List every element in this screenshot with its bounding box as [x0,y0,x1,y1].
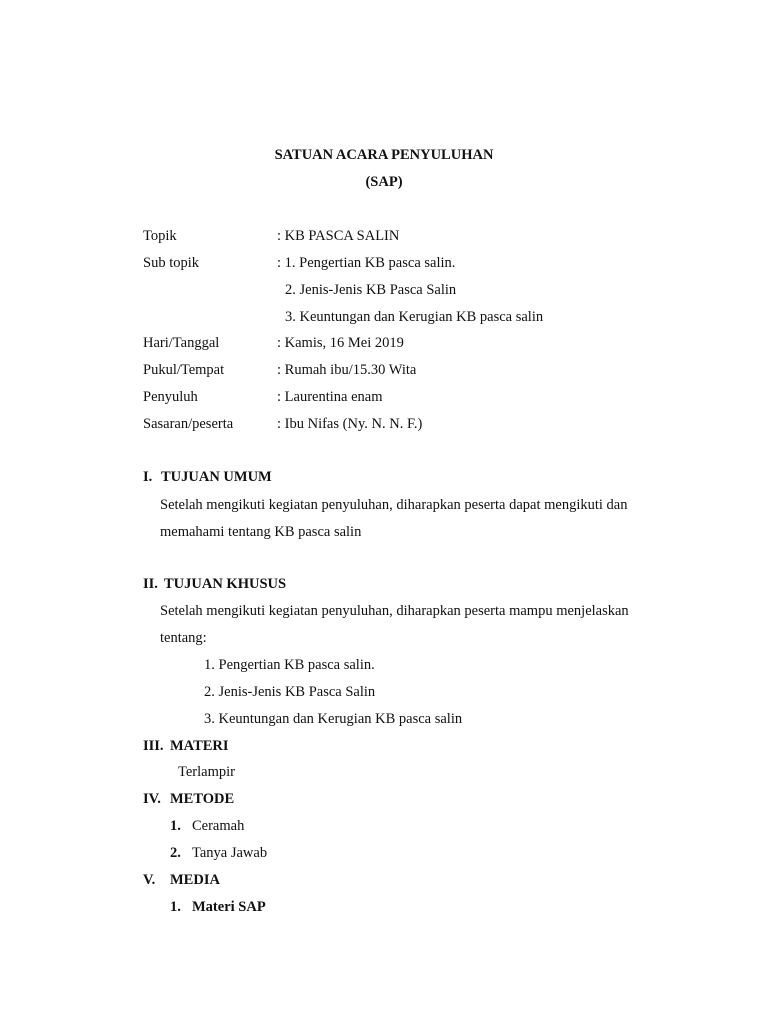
subtopik-label: Sub topik [143,255,199,271]
penyuluh-value: : Laurentina enam [277,389,383,405]
subtopik-item: : 1. Pengertian KB pasca salin. [277,255,456,271]
subtopik-item: 2. Jenis-Jenis KB Pasca Salin [285,282,457,298]
list-item: 2. Jenis-Jenis KB Pasca Salin [204,684,376,700]
section-heading-metode: METODE [170,791,235,807]
list-item: Materi SAP [192,899,266,915]
section-heading-tujuan-khusus: TUJUAN KHUSUS [164,576,287,592]
topik-value: : KB PASCA SALIN [277,228,400,244]
section-number: III. [143,738,164,754]
penyuluh-label: Penyuluh [143,389,198,405]
section-heading-tujuan-umum: TUJUAN UMUM [161,469,272,485]
pukul-value: : Rumah ibu/15.30 Wita [277,362,417,378]
list-item: 3. Keuntungan dan Kerugian KB pasca salin [204,711,463,727]
subtopik-item: 3. Keuntungan dan Kerugian KB pasca salin [285,309,544,325]
hari-label: Hari/Tanggal [143,335,220,351]
sasaran-value: : Ibu Nifas (Ny. N. N. F.) [277,416,423,432]
list-number: 1. [170,818,181,834]
section-number: I. [143,469,153,485]
document-title: SATUAN ACARA PENYULUHAN [274,147,494,163]
list-number: 2. [170,845,181,861]
section-number: IV. [143,791,161,807]
list-item: Tanya Jawab [192,845,268,861]
sasaran-label: Sasaran/peserta [143,416,234,432]
topik-label: Topik [143,228,177,244]
section-heading-materi: MATERI [170,738,229,754]
paragraph-line: Setelah mengikuti kegiatan penyuluhan, diharapkan peserta mampu menjelaskan [160,603,629,619]
hari-value: : Kamis, 16 Mei 2019 [277,335,404,351]
paragraph-line: Setelah mengikuti kegiatan penyuluhan, diharapkan peserta dapat mengikuti dan [160,497,628,513]
section-number: V. [143,872,156,888]
document-subtitle: (SAP) [365,174,403,190]
list-number: 1. [170,899,181,915]
pukul-label: Pukul/Tempat [143,362,225,378]
section-heading-media: MEDIA [170,872,220,888]
materi-text: Terlampir [178,764,235,780]
list-item: 1. Pengertian KB pasca salin. [204,657,375,673]
paragraph-line: tentang: [160,630,207,646]
paragraph-line: memahami tentang KB pasca salin [160,524,362,540]
list-item: Ceramah [192,818,245,834]
section-number: II. [143,576,158,592]
